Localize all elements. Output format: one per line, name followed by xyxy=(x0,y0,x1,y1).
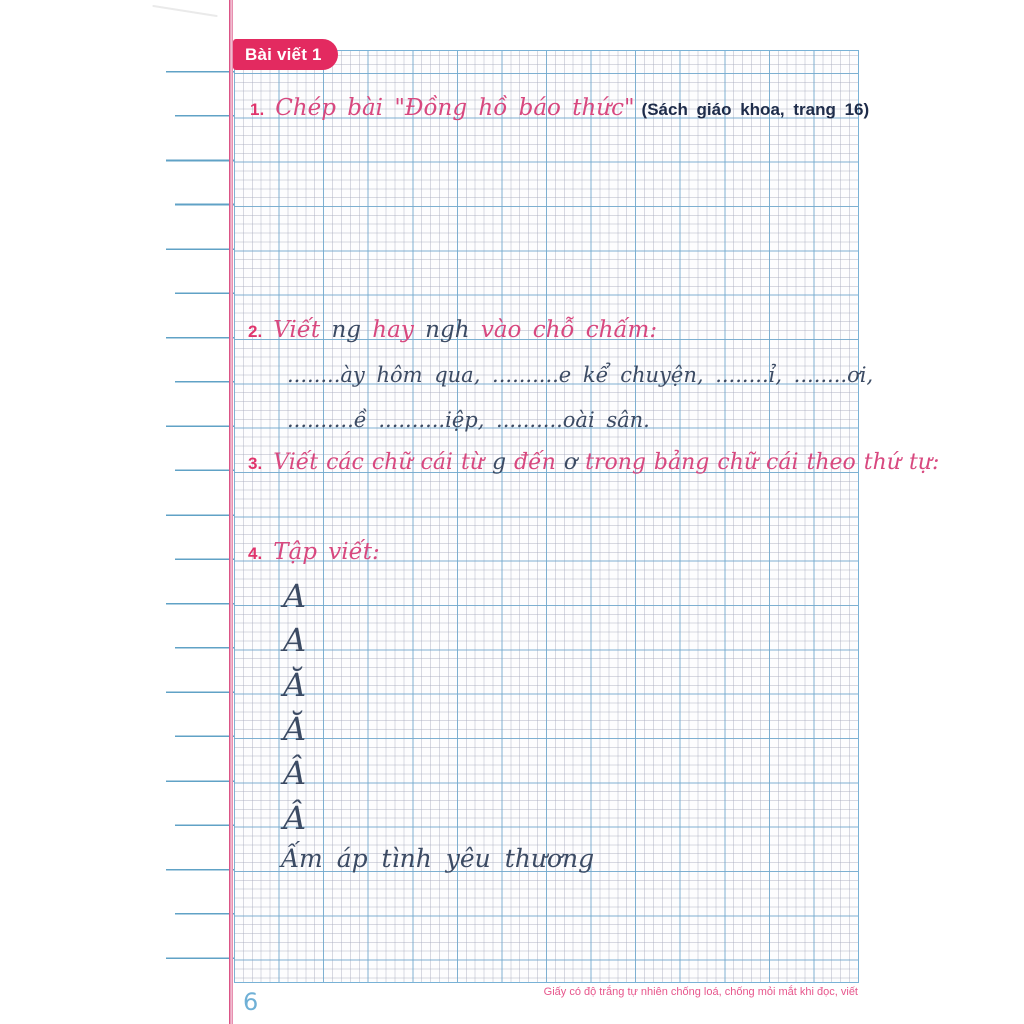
exercise-4-number: 4. xyxy=(248,544,263,563)
practice-letter: Ă xyxy=(283,710,307,748)
exercise-2-text: hay xyxy=(361,317,426,343)
exercise-3 xyxy=(248,450,939,475)
practice-letter: Ă xyxy=(283,666,307,704)
exercise-3-text: đến xyxy=(506,450,564,475)
exercise-1-title: Chép bài "Đồng hồ báo thức" xyxy=(275,95,635,121)
lesson-badge: Bài viết 1 xyxy=(233,39,338,70)
pink-margin-rule xyxy=(229,0,234,1024)
exercise-4-text: Tập viết: xyxy=(273,539,380,565)
exercise-3-text: trong bảng chữ cái theo thứ tự: xyxy=(577,450,940,475)
fill-line-2: ..........ề ..........iệp, ..........oài sân. xyxy=(287,408,650,432)
margin-ruled-lines-offset xyxy=(175,115,235,917)
exercise-2-text: vào chỗ chấm: xyxy=(469,317,658,343)
exercise-3-keyword-o: ơ xyxy=(563,450,578,475)
practice-letter: A xyxy=(283,577,307,615)
practice-letter: A xyxy=(283,621,307,659)
exercise-3-text: Viết các chữ cái từ xyxy=(273,450,492,475)
practice-letter: Â xyxy=(283,754,307,792)
exercise-1-number: 1. xyxy=(250,100,265,119)
exercise-1-source: (Sách giáo khoa, trang 16) xyxy=(641,100,870,119)
exercise-3-number: 3. xyxy=(248,454,263,473)
exercise-2-keyword-ngh: ngh xyxy=(425,317,470,343)
fill-line-1: ........ày hôm qua, ..........e kể chuyện, ........ỉ, ........ơi, xyxy=(287,363,874,387)
page-corner-shadow xyxy=(152,5,218,17)
exercise-2-number: 2. xyxy=(248,322,263,341)
exercise-4 xyxy=(248,539,380,565)
page-number: 6 xyxy=(243,988,259,1016)
paper-quality-note: Giấy có độ trắng tự nhiên chống loá, chống mỏi mắt khi đọc, viết xyxy=(543,986,858,998)
exercise-3-keyword-g: g xyxy=(491,450,507,475)
exercise-2-text: Viết xyxy=(273,317,332,343)
exercise-2 xyxy=(248,317,657,343)
exercise-2-keyword-ng: ng xyxy=(331,317,361,343)
practice-letter: Â xyxy=(283,799,307,837)
exercise-1 xyxy=(250,95,869,121)
practice-sentence: Ấm áp tình yêu thương xyxy=(281,844,595,873)
